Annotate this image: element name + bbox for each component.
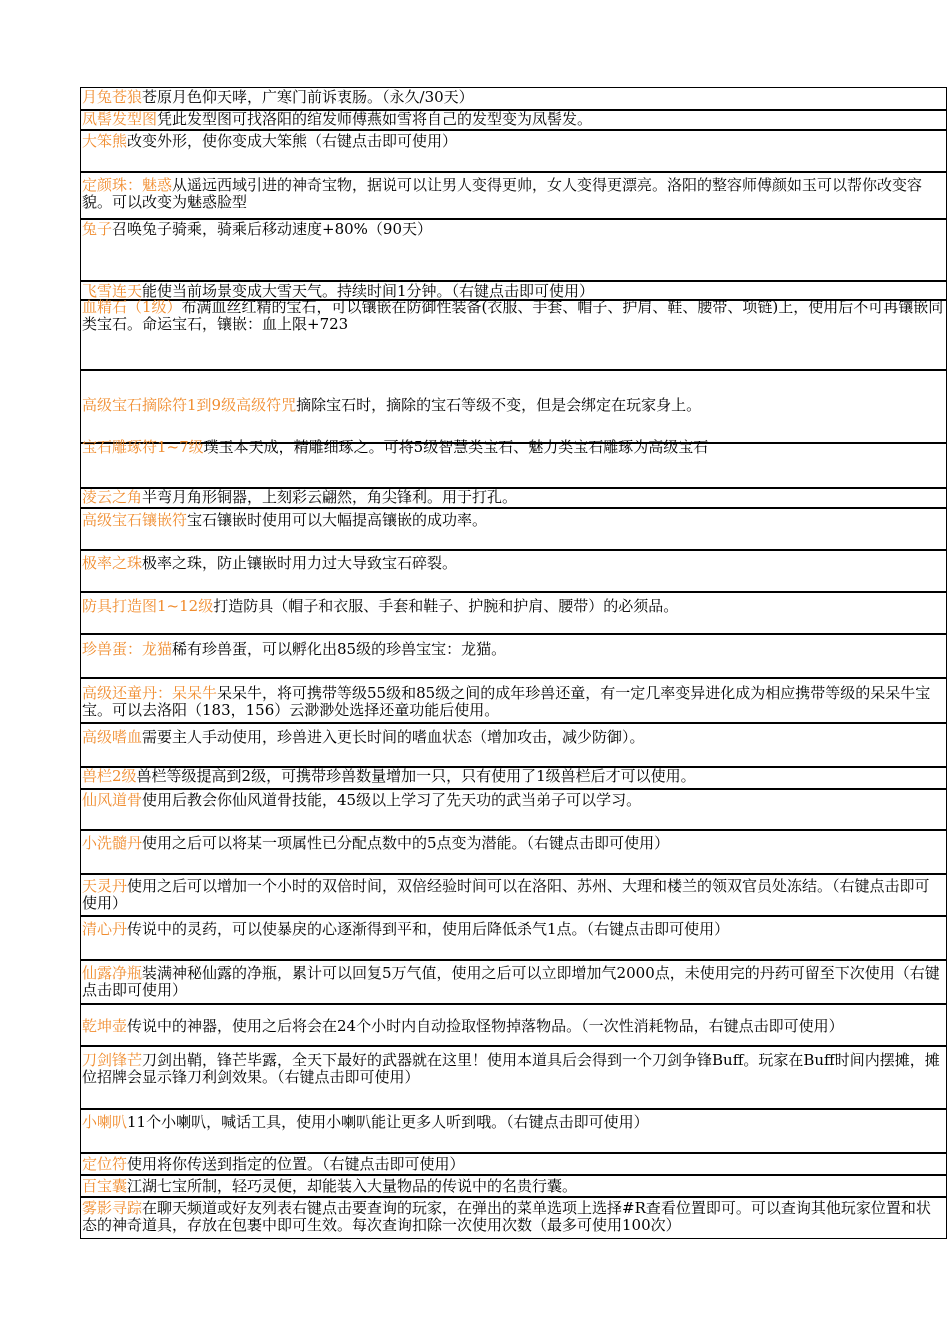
item-name: 小洗髓丹 — [82, 834, 143, 852]
item-desc: 使用之后可以将某一项属性已分配点数中的5点变为潜能。（右键点击即可使用） — [142, 834, 670, 852]
item-desc: 极率之珠，防止镶嵌时用力过大导致宝石碎裂。 — [142, 554, 458, 572]
item-entry — [82, 1052, 944, 1086]
item-name: 凤髻发型图 — [82, 110, 158, 128]
item-entry — [82, 768, 944, 785]
item-desc: 需要主人手动使用，珍兽进入更长时间的嗜血状态（增加攻击，减少防御）。 — [142, 728, 645, 746]
item-desc: 呆呆牛，将可携带等级55级和85级之间的成年珍兽还童，有一定几率变异进化成为相应携带等级的呆呆牛宝宝。可以去洛阳（183，156）云渺渺处选择还童功能后使用。 — [82, 684, 931, 719]
item-desc: 能使当前场景变成大雪天气。持续时间1分钟。（右键点击即可使用） — [142, 282, 595, 300]
item-desc: 在聊天频道或好友列表右键点击要查询的玩家，在弹出的菜单选项上选择#R查看位置即可。可以查询其他玩家位置和状态的神奇道具，存放在包裹中即可生效。每次查询扣除一次使用次数（最多可使用100次） — [82, 1199, 931, 1234]
item-entry — [82, 89, 944, 106]
item-entry — [82, 1200, 944, 1234]
item-desc: 装满神秘仙露的净瓶，累计可以回复5万气值，使用之后可以立即增加气2000点，未使用完的丹药可留至下次使用（右键点击即可使用） — [82, 964, 940, 999]
item-desc: 传说中的神器，使用之后将会在24个小时内自动捡取怪物掉落物品。（一次性消耗物品，右键点击即可使用） — [127, 1017, 844, 1035]
item-desc: 召唤兔子骑乘，骑乘后移动速度+80%（90天） — [112, 220, 433, 238]
item-name: 小喇叭 — [82, 1113, 128, 1131]
item-entry — [82, 512, 944, 529]
item-name: 月兔苍狼 — [82, 88, 143, 106]
item-entry — [82, 835, 944, 852]
item-name: 仙风道骨 — [82, 791, 143, 809]
item-desc: 传说中的灵药，可以使暴戾的心逐渐得到平和，使用后降低杀气1点。（右键点击即可使用） — [127, 920, 730, 938]
item-desc: 苍原月色仰天哮，广寒门前诉衷肠。（永久/30天） — [142, 88, 474, 106]
item-name: 清心丹 — [82, 920, 128, 938]
item-name: 百宝囊 — [82, 1177, 128, 1195]
item-entry — [82, 439, 944, 456]
item-desc: 璞玉本天成，精雕细琢之。可将5级智慧类宝石、魅力类宝石雕琢为高级宝石 — [203, 438, 709, 456]
item-desc: 摘除宝石时，摘除的宝石等级不变，但是会绑定在玩家身上。 — [296, 396, 702, 414]
item-name: 天灵丹 — [82, 877, 128, 895]
item-desc: 江湖七宝所制，轻巧灵便，却能装入大量物品的传说中的名贵行囊。 — [127, 1177, 578, 1195]
item-name: 高级宝石摘除符1到9级高级符咒 — [82, 396, 297, 414]
item-entry — [82, 1156, 944, 1173]
item-name: 乾坤壶 — [82, 1017, 128, 1035]
item-name: 定位符 — [82, 1155, 128, 1173]
item-entry — [82, 598, 944, 615]
item-entry — [82, 111, 944, 128]
item-name: 兔子 — [82, 220, 113, 238]
item-name: 极率之珠 — [82, 554, 143, 572]
item-name: 宝石雕琢符1~7级 — [82, 438, 204, 456]
item-desc: 半弯月角形铜器，上刻彩云翩然，角尖锋利。用于打孔。 — [142, 488, 518, 506]
item-entry — [82, 921, 944, 938]
item-entry — [82, 792, 944, 809]
item-entry — [82, 965, 944, 999]
item-name: 珍兽蛋：龙猫 — [82, 640, 173, 658]
item-desc: 使用后教会你仙风道骨技能，45级以上学习了先天功的武当弟子可以学习。 — [142, 791, 642, 809]
item-entry — [82, 685, 944, 719]
item-desc: 宝石镶嵌时使用可以大幅提高镶嵌的成功率。 — [187, 511, 488, 529]
item-name: 血精石（1级） — [82, 298, 182, 316]
item-desc: 兽栏等级提高到2级，可携带珍兽数量增加一只，只有使用了1级兽栏后才可以使用。 — [136, 767, 696, 785]
item-name: 大笨熊 — [82, 132, 128, 150]
item-desc: 改变外形，使你变成大笨熊（右键点击即可使用） — [127, 132, 458, 150]
item-entry — [82, 1114, 944, 1131]
item-entry — [82, 641, 944, 658]
item-name: 刀剑锋芒 — [82, 1051, 143, 1069]
item-desc: 凭此发型图可找洛阳的绾发师傅燕如雪将自己的发型变为凤髻发。 — [157, 110, 593, 128]
item-entry — [82, 177, 944, 211]
item-name: 防具打造图1~12级 — [82, 597, 214, 615]
item-name: 雾影寻踪 — [82, 1199, 143, 1217]
item-entry — [82, 1018, 944, 1035]
item-name: 定颜珠：魅惑 — [82, 176, 173, 194]
item-desc: 从遥远西域引进的神奇宝物，据说可以让男人变得更帅，女人变得更漂亮。洛阳的整容师傅颜如玉可以帮你改变容貌。可以改变为魅惑脸型 — [82, 176, 923, 211]
item-desc: 11个小喇叭，喊话工具，使用小喇叭能让更多人听到哦。（右键点击即可使用） — [127, 1113, 649, 1131]
item-desc: 布满血丝红精的宝石，可以镶嵌在防御性装备(衣服、手套、帽子、护肩、鞋、腰带、项链)上，使用后不可再镶嵌同类宝石。命运宝石，镶嵌：血上限+723 — [82, 298, 944, 333]
item-name: 高级嗜血 — [82, 728, 143, 746]
item-entry — [82, 1178, 944, 1195]
item-name: 飞雪连天 — [82, 282, 143, 300]
item-desc: 刀剑出鞘，锋芒毕露，全天下最好的武器就在这里！使用本道具后会得到一个刀剑争锋Buff。玩家在Buff时间内摆摊，摊位招牌会显示锋刀利剑效果。（右键点击即可使用） — [82, 1051, 940, 1086]
item-entry — [82, 729, 944, 746]
item-entry — [82, 133, 944, 150]
item-name: 高级还童丹：呆呆牛 — [82, 684, 218, 702]
item-entry — [82, 555, 944, 572]
item-desc: 使用之后可以增加一个小时的双倍时间，双倍经验时间可以在洛阳、苏州、大理和楼兰的领双官员处冻结。（右键点击即可使用） — [82, 877, 930, 912]
item-entry — [82, 299, 944, 333]
item-name: 高级宝石镶嵌符 — [82, 511, 188, 529]
item-desc: 打造防具（帽子和衣服、手套和鞋子、护腕和护肩、腰带）的必须品。 — [213, 597, 679, 615]
item-name: 兽栏2级 — [82, 767, 137, 785]
item-desc: 使用将你传送到指定的位置。（右键点击即可使用） — [127, 1155, 465, 1173]
item-name: 仙露净瓶 — [82, 964, 143, 982]
item-entry — [82, 489, 944, 506]
item-entry — [82, 878, 944, 912]
item-entry — [82, 397, 944, 414]
item-entry — [82, 221, 944, 238]
item-desc: 稀有珍兽蛋，可以孵化出85级的珍兽宝宝：龙猫。 — [172, 640, 507, 658]
item-name: 淩云之角 — [82, 488, 143, 506]
